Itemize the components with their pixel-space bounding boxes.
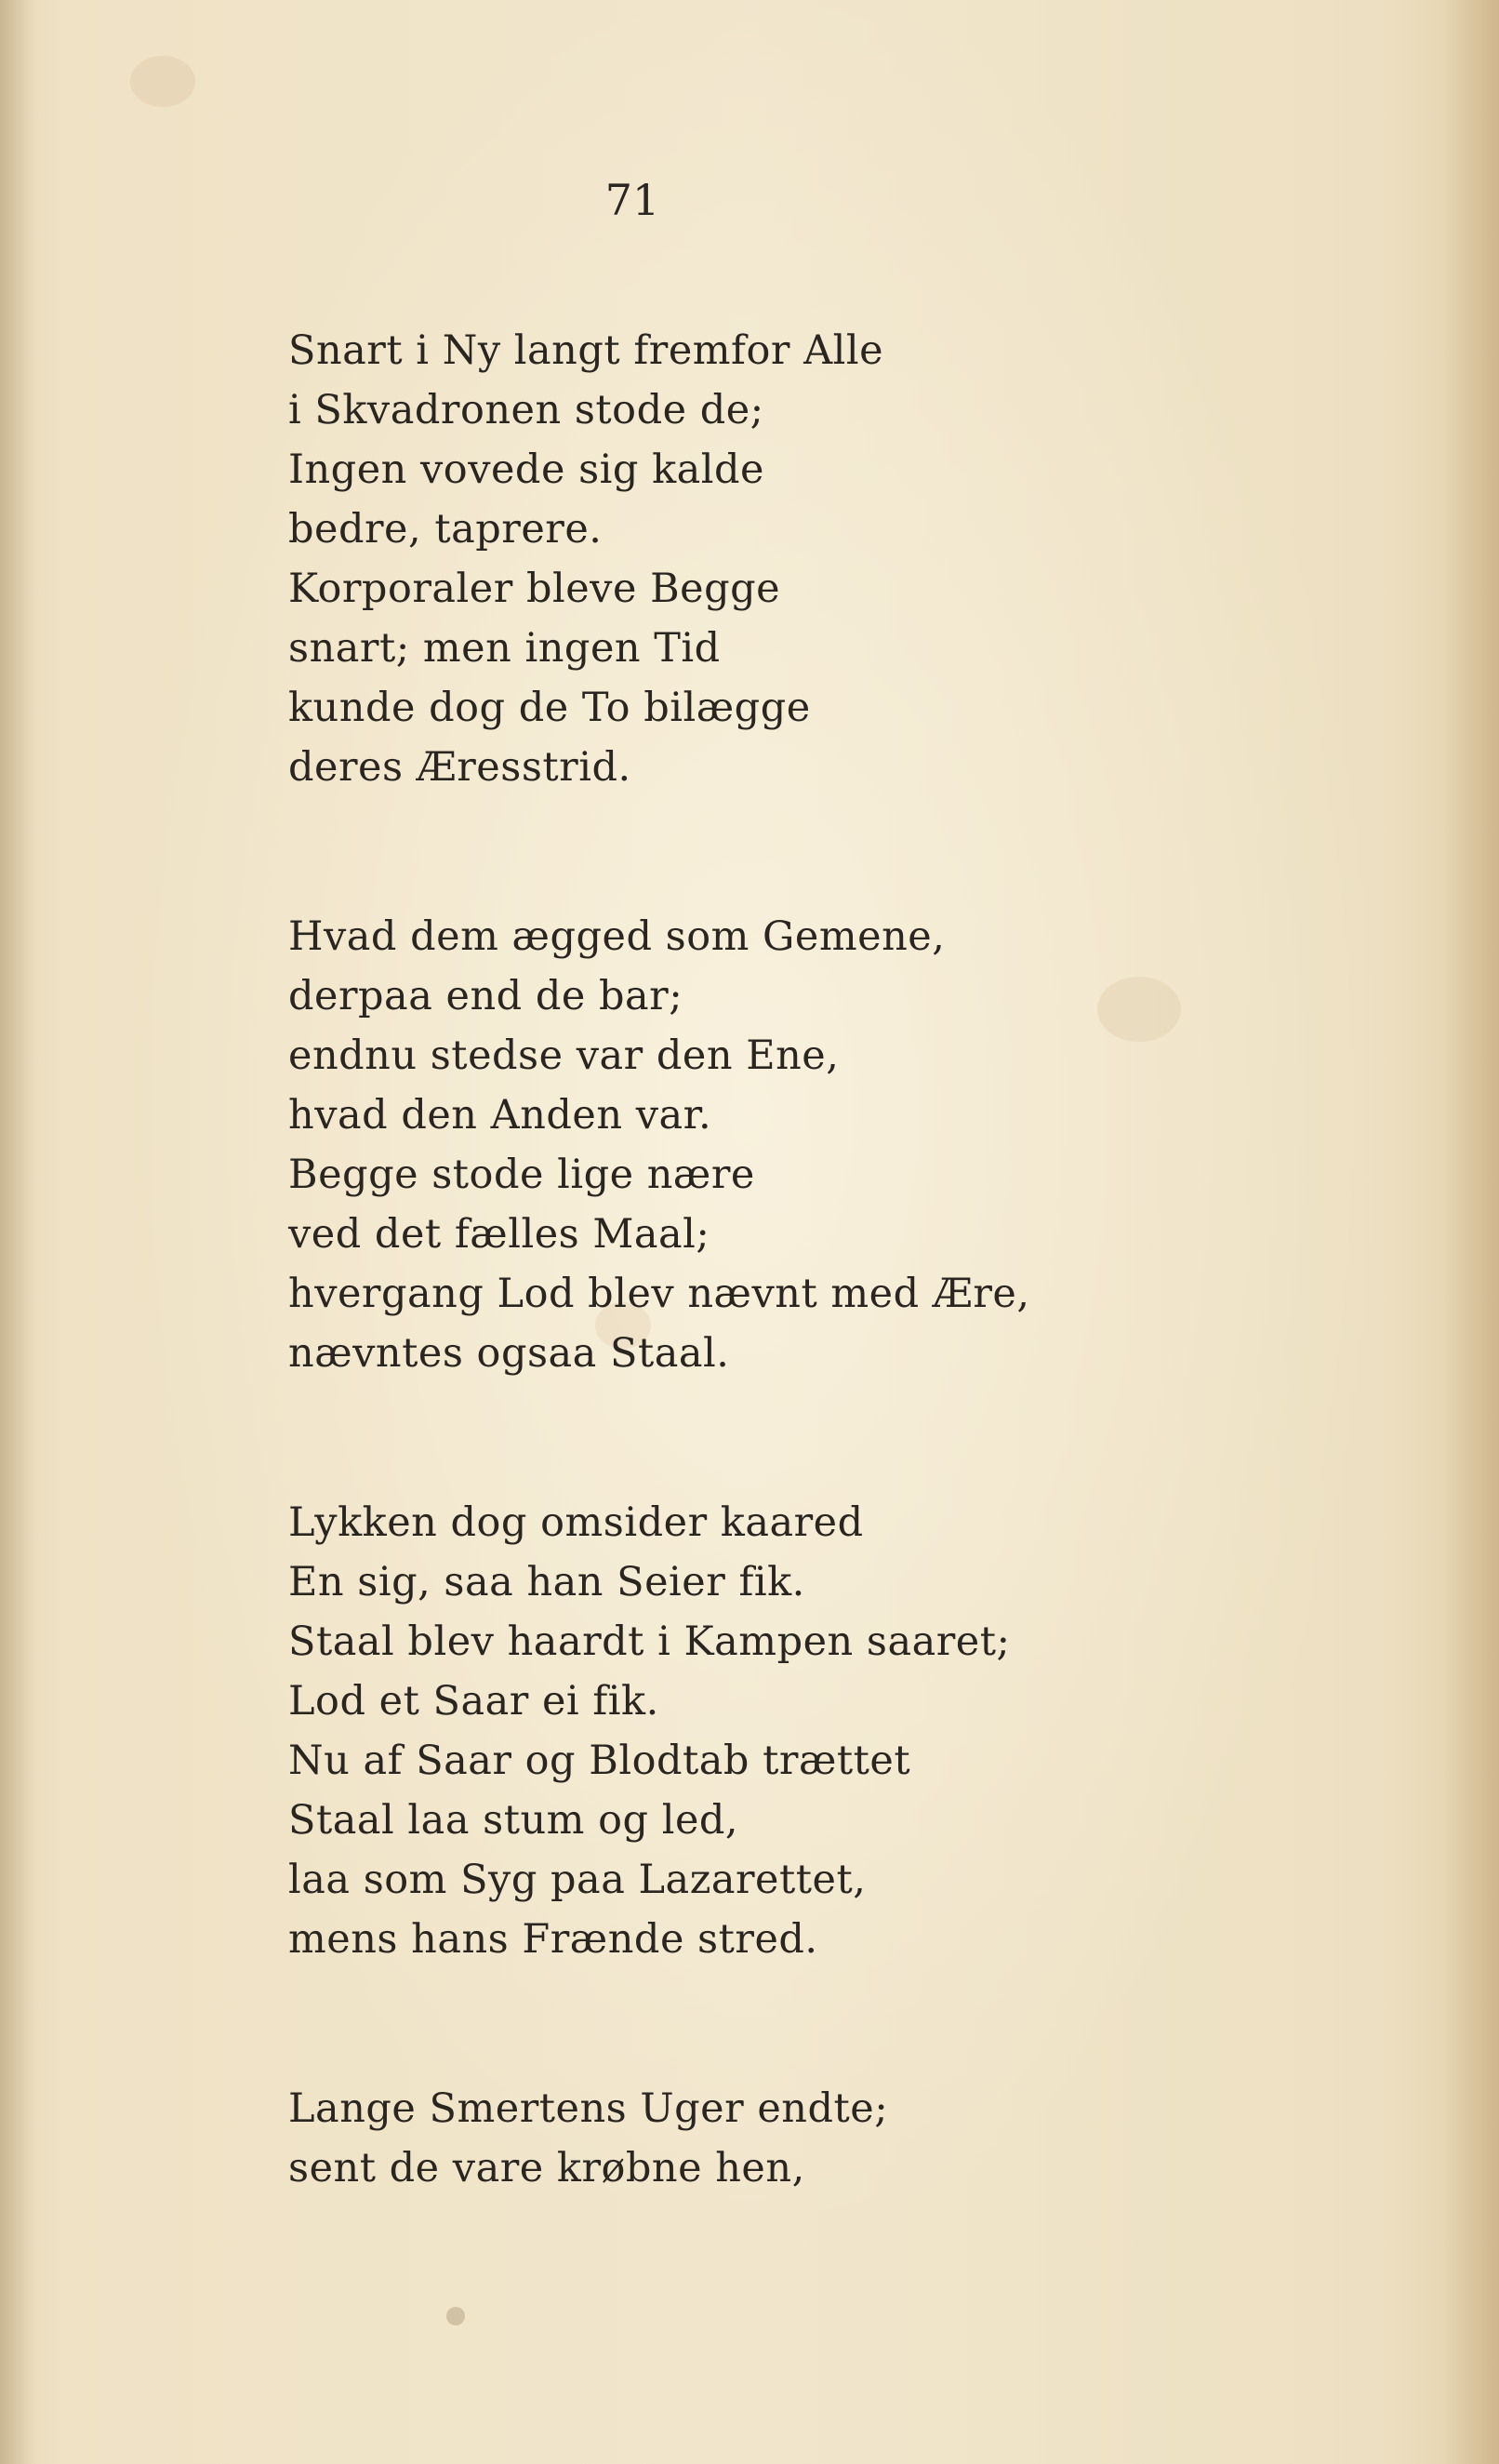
poem-line: ved det fælles Maal; <box>288 1211 710 1258</box>
poem-line: i Skvadronen stode de; <box>288 387 764 433</box>
stanza-2 <box>288 907 1218 1383</box>
poem-line: sent de vare krøbne hen, <box>288 2145 805 2191</box>
poem-line: snart; men ingen Tid <box>288 625 721 672</box>
poem-line: nævntes ogsaa Staal. <box>288 1330 730 1377</box>
poem-line: Begge stode lige nære <box>288 1152 755 1198</box>
poem-line: Ingen vovede sig kalde <box>288 446 765 493</box>
stanza-1 <box>288 321 1218 797</box>
poem-line: Nu af Saar og Blodtab trættet <box>288 1738 911 1784</box>
paper-stain <box>130 56 195 107</box>
stanza-4 <box>288 2079 1218 2198</box>
poem-line: endnu stedse var den Ene, <box>288 1032 840 1079</box>
page-number: 71 <box>604 175 660 225</box>
poem-line: Lod et Saar ei fik. <box>288 1678 659 1725</box>
poem-line: deres Æresstrid. <box>288 744 631 791</box>
stanza-3 <box>288 1493 1218 1969</box>
poem-line: Hvad dem ægged som Gemene, <box>288 913 946 960</box>
poem-line: Staal blev haardt i Kampen saaret; <box>288 1618 1011 1665</box>
poem-line: derpaa end de bar; <box>288 973 683 1019</box>
poem-line: mens hans Frænde stred. <box>288 1916 818 1963</box>
poem-line: hvergang Lod blev nævnt med Ære, <box>288 1271 1030 1317</box>
poem-line: Korporaler bleve Begge <box>288 566 781 612</box>
paper-stain <box>446 2307 465 2325</box>
poem-line: Lykken dog omsider kaared <box>288 1499 864 1546</box>
poem-line: Staal laa stum og led, <box>288 1797 739 1844</box>
poem-line: Lange Smertens Uger endte; <box>288 2085 889 2132</box>
poem-line: laa som Syg paa Lazarettet, <box>288 1857 867 1903</box>
poem-line: hvad den Anden var. <box>288 1092 712 1139</box>
poem-line: Snart i Ny langt fremfor Alle <box>288 327 884 374</box>
poem-line: bedre, taprere. <box>288 506 603 553</box>
poem-line: En sig, saa han Seier fik. <box>288 1559 805 1605</box>
page-edge-shadow-right <box>1443 0 1499 2464</box>
poem-text <box>288 321 1218 2308</box>
page-edge-shadow-left <box>0 0 33 2464</box>
poem-line: kunde dog de To bilægge <box>288 685 811 731</box>
